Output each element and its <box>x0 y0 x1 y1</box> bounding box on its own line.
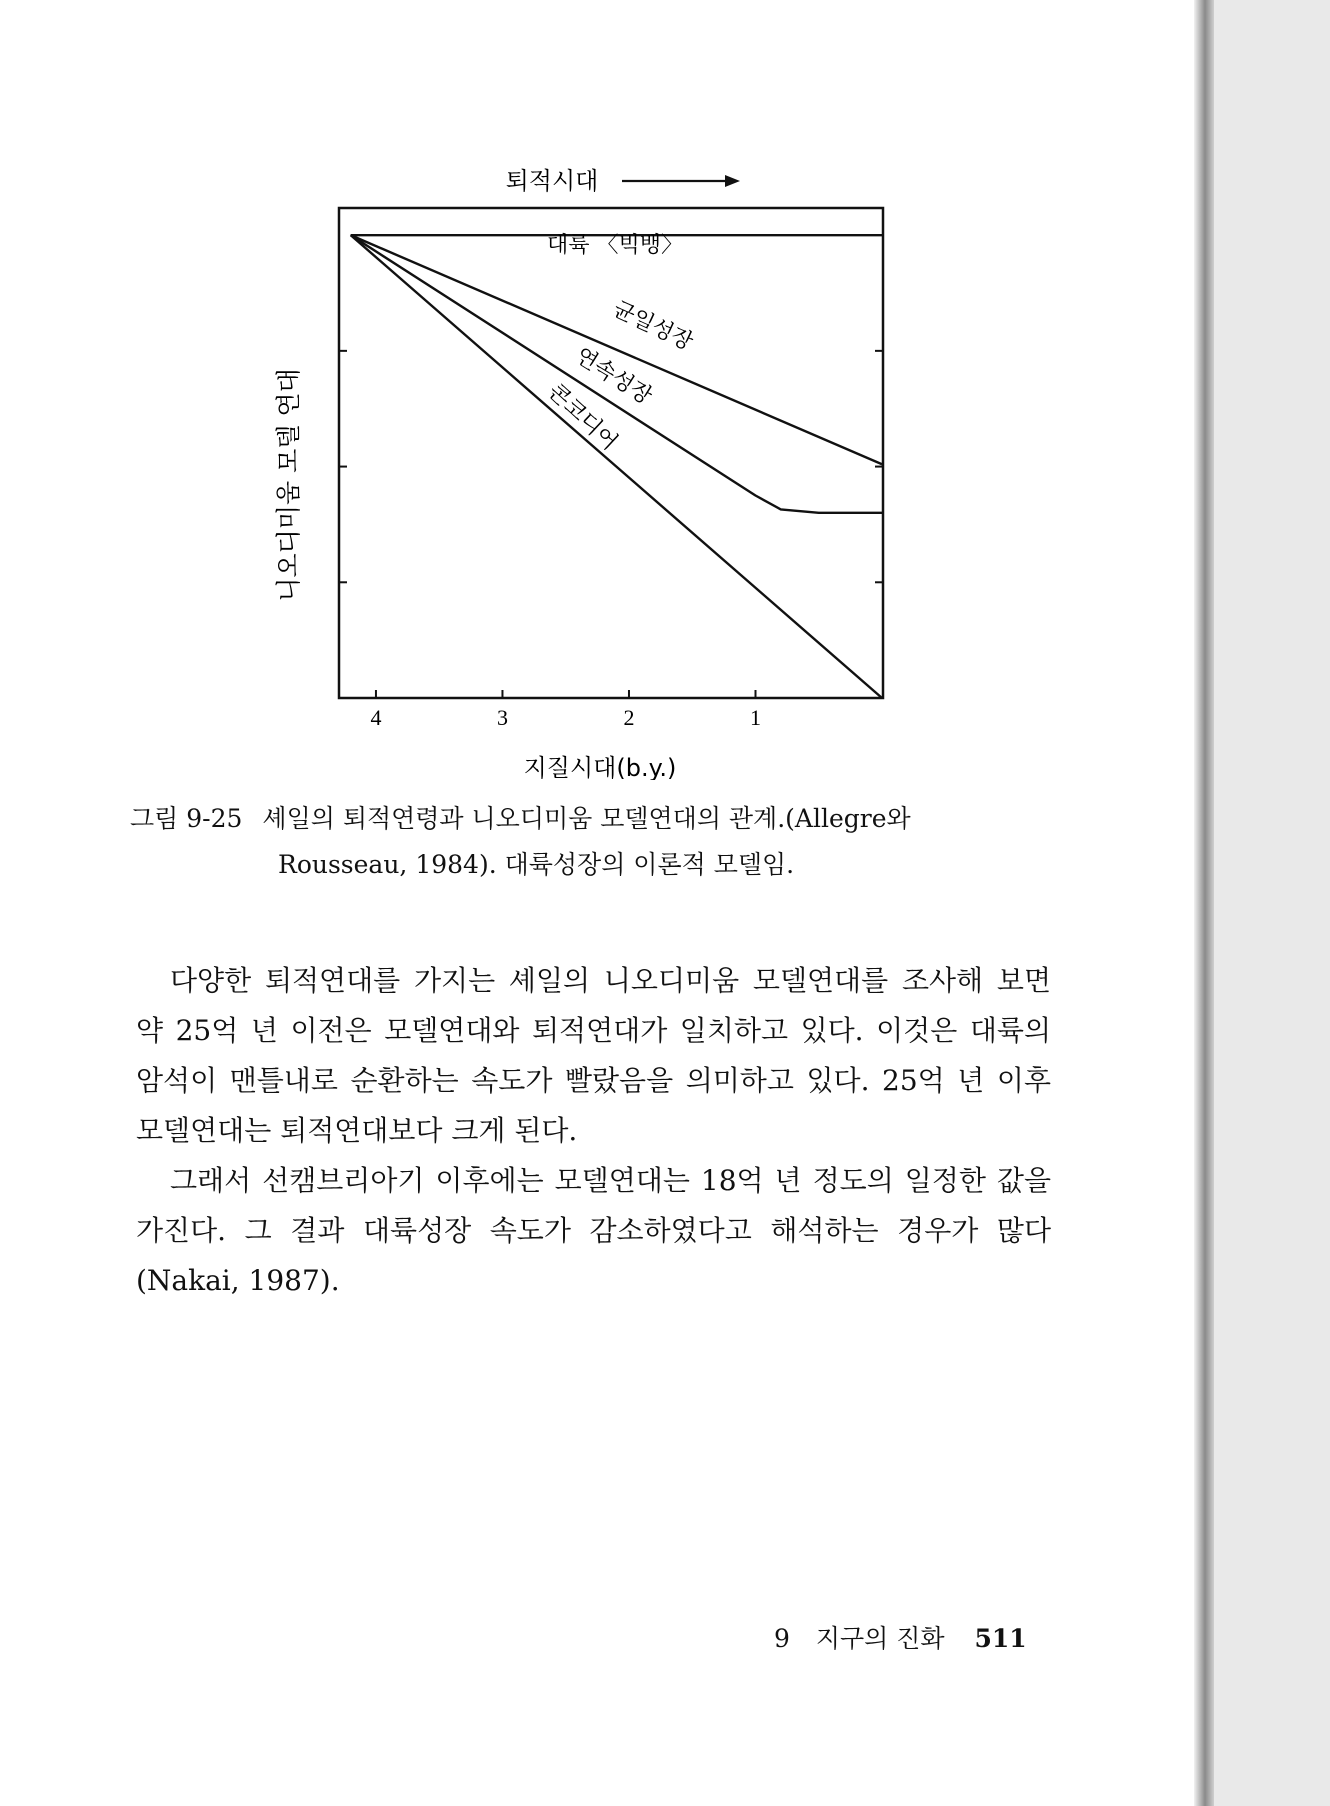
body-text <box>136 956 1051 1306</box>
footer-page-number: 511 <box>974 1624 1027 1653</box>
x-tick-label: 1 <box>749 705 761 730</box>
footer-chapter-title: 지구의 진화 <box>815 1624 945 1653</box>
footer-chapter-number: 9 <box>774 1624 790 1653</box>
paragraph-1: 다양한 퇴적연대를 가지는 셰일의 니오디미움 모델연대를 조사해 보면 약 25억 년 이전은 모델연대와 퇴적연대가 일치하고 있다. 이것은 대륙의 암석이 맨틀내로 순환하는 속도가 빨랐음을 의미하고 있다. 25억 년 이후 모델연대는 퇴적연대보다 크게 된다. <box>136 964 1051 1147</box>
background-margin <box>1214 0 1330 1806</box>
x-tick-label: 2 <box>623 705 635 730</box>
x-tick-label: 3 <box>496 705 508 730</box>
figure-number: 그림 9-25 <box>130 804 243 833</box>
series-label-3: 연속성장 <box>570 343 657 410</box>
series-line-2 <box>351 235 882 464</box>
chart-title: 퇴적시대 <box>505 167 599 195</box>
series-label-2: 균일성장 <box>608 296 697 356</box>
paragraph-2: 그래서 선캠브리아기 이후에는 모델연대는 18억 년 정도의 일정한 값을 가진다. 그 결과 대륙성장 속도가 감소하였다고 해석하는 경우가 많다(Nakai, 1987). <box>136 1164 1051 1297</box>
figure-caption <box>130 796 1050 888</box>
page-edge <box>1194 0 1214 1806</box>
caption-line-1: 셰일의 퇴적연령과 니오디미움 모델연대의 관계.(Allegre와 <box>262 804 911 833</box>
caption-line-2: Rousseau, 1984). 대륙성장의 이론적 모델임. <box>278 850 795 879</box>
chart <box>270 150 910 780</box>
y-axis-label: 니오디미움 모델 연대 <box>274 368 303 602</box>
title-arrow-head <box>725 175 740 187</box>
series-label-4: 콘코디어 <box>542 379 623 456</box>
x-tick-label: 4 <box>370 705 382 730</box>
x-axis-label: 지질시대(b.y.) <box>523 754 677 780</box>
page-footer <box>774 1619 1027 1655</box>
series-label-1: 대륙 〈빅뱅〉 <box>546 233 684 258</box>
